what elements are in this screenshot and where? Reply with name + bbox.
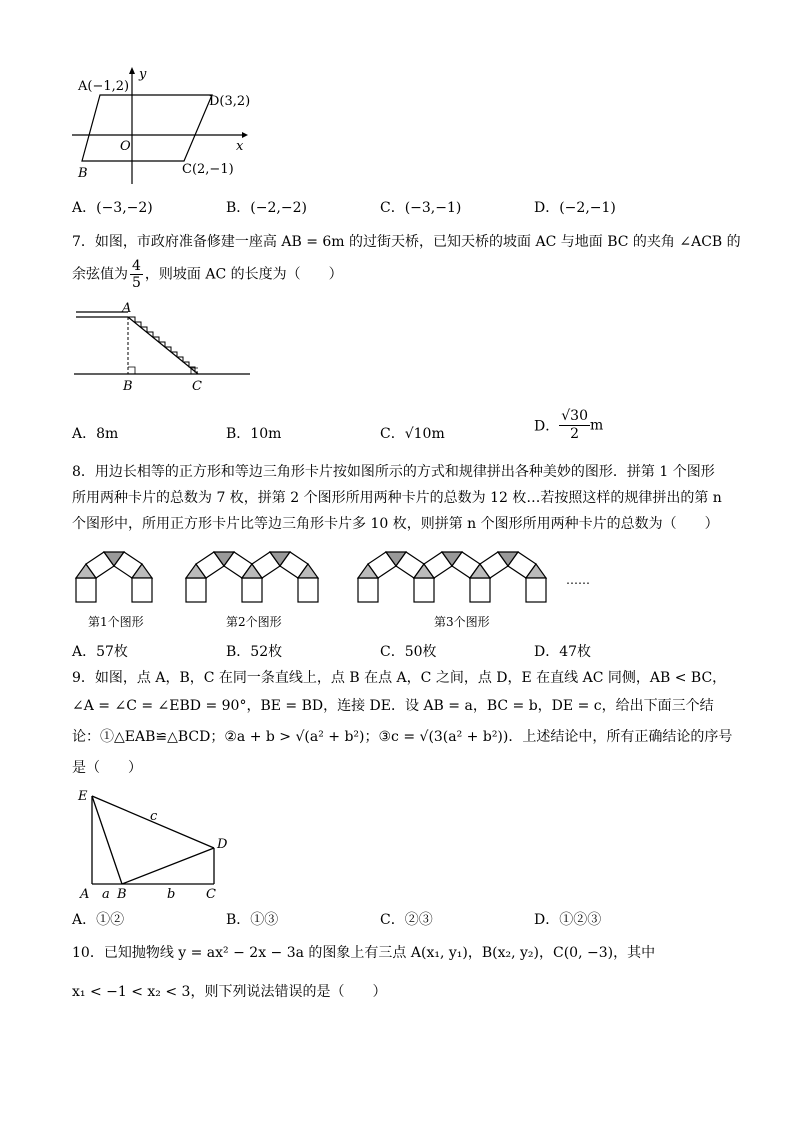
q7-stem-line2 xyxy=(72,258,343,291)
q10-stem-line1: 10．已知抛物线 y = ax² − 2x − 3a 的图象上有三点 A(x₁, y₁)，B(x₂, y₂)，C(0, −3)，其中 xyxy=(72,945,656,961)
right-angle-b xyxy=(128,367,135,374)
q7-fraction xyxy=(130,258,143,291)
q7-option-a[interactable]: A．8m xyxy=(72,426,119,442)
label-b: B xyxy=(78,166,88,181)
q9-label-c: C xyxy=(206,887,216,902)
q9-stem-line4: 是（ ） xyxy=(72,760,142,776)
q6-figure xyxy=(72,62,252,187)
q7-stem-post: ，则坡面 AC 的长度为（ ） xyxy=(144,266,343,283)
q9-label-b-length: b xyxy=(167,887,176,902)
q9-stem-line1: 9．如图，点 A，B，C 在同一条直线上，点 B 在点 A，C 之间，点 D，E 在直线 AC 同侧，AB < BC， xyxy=(72,670,727,686)
q7-stem-line1: 7．如图，市政府准备修建一座高 AB = 6m 的过街天桥，已知天桥的坡面 AC 与地面 BC 的夹角 ∠ACB 的 xyxy=(72,234,741,250)
q7-option-d-prefix: D． xyxy=(534,418,560,435)
q10-stem-line2: x₁ < −1 < x₂ < 3，则下列说法错误的是（ ） xyxy=(72,984,387,1000)
label-a: A(−1,2) xyxy=(78,79,130,94)
pattern-ellipsis: …… xyxy=(566,573,590,587)
q7-option-d[interactable] xyxy=(534,408,603,443)
pattern-figure-1 xyxy=(76,552,152,602)
q9-stem-line3: 论：①△EAB≌△BCD；②a + b > √(a² + b²)；③c = √(3(a² + b²))．上述结论中，所有正确结论的序号 xyxy=(72,729,733,745)
q7-fraction-num: 4 xyxy=(132,258,141,274)
q7-option-d-unit: m xyxy=(589,417,604,434)
q6-option-c[interactable]: C．(−3,−1) xyxy=(380,200,462,216)
q8-stem-line3: 个图形中，所用正方形卡片比等边三角形卡片多 10 枚，则拼第 n 个图形所用两种卡片的总数为（ ） xyxy=(72,516,719,532)
pattern-figure-2 xyxy=(186,552,318,602)
q6-option-d[interactable]: D．(−2,−1) xyxy=(534,200,616,216)
q7-option-d-den: 2 xyxy=(570,426,580,442)
q7-option-d-fraction xyxy=(559,408,590,443)
q9-stem-line2: ∠A = ∠C = ∠EBD = 90°，BE = BD，连接 DE．设 AB = a，BC = b，DE = c，给出下面三个结 xyxy=(72,698,714,714)
q7-label-b: B xyxy=(123,379,133,394)
y-axis-arrow xyxy=(129,67,135,74)
q8-stem-line2: 所用两种卡片的总数为 7 枚，拼第 2 个图形所用两种卡片的总数为 12 枚…若按照这样的规律拼出的第 n xyxy=(72,490,722,506)
q7-option-b[interactable]: B．10m xyxy=(226,426,282,442)
q9-label-b: B xyxy=(117,887,127,902)
q8-option-c[interactable]: C．50枚 xyxy=(380,644,437,660)
q7-label-c: C xyxy=(192,379,202,394)
q8-option-b[interactable]: B．52枚 xyxy=(226,644,283,660)
parallelogram-abcd xyxy=(82,95,212,161)
q7-fraction-den: 5 xyxy=(132,275,141,291)
label-d: D(3,2) xyxy=(209,94,251,109)
q7-option-d-num: √30 xyxy=(561,408,588,424)
q6-option-b[interactable]: B．(−2,−2) xyxy=(226,200,307,216)
q8-figure xyxy=(72,546,602,636)
q9-option-b[interactable]: B．①③ xyxy=(226,912,279,928)
segment-bd xyxy=(122,848,214,884)
segment-eb xyxy=(92,796,122,884)
caption-figure-1: 第1个图形 xyxy=(88,615,144,629)
q8-option-a[interactable]: A．57枚 xyxy=(72,644,128,660)
q9-label-d: D xyxy=(217,837,228,852)
q9-option-d[interactable]: D．①②③ xyxy=(534,912,602,928)
q9-option-a[interactable]: A．①② xyxy=(72,912,125,928)
label-c: C(2,−1) xyxy=(182,162,234,177)
q9-option-c[interactable]: C．②③ xyxy=(380,912,433,928)
x-axis-arrow xyxy=(242,132,248,138)
q9-label-e: E xyxy=(78,789,88,804)
q8-stem-line1: 8．用边长相等的正方形和等边三角形卡片按如图所示的方式和规律拼出各种美妙的图形．拼第 1 个图形 xyxy=(72,464,715,480)
q7-stem-pre: 余弦值为 xyxy=(72,266,128,283)
y-axis-label: y xyxy=(139,67,147,82)
origin-label: O xyxy=(120,139,131,154)
q6-option-a[interactable]: A．(−3,−2) xyxy=(72,200,153,216)
caption-figure-3: 第3个图形 xyxy=(434,615,490,629)
q9-label-a-length: a xyxy=(102,887,110,902)
pattern-figure-3 xyxy=(358,552,546,602)
slope-ac xyxy=(128,317,198,374)
q7-figure xyxy=(72,298,252,398)
q7-option-c[interactable]: C．√10m xyxy=(380,426,445,442)
q8-option-d[interactable]: D．47枚 xyxy=(534,644,592,660)
x-axis-label: x xyxy=(236,139,244,154)
caption-figure-2: 第2个图形 xyxy=(226,615,282,629)
q9-figure xyxy=(72,784,242,902)
q7-label-a: A xyxy=(122,301,132,316)
q9-label-a: A xyxy=(80,887,90,902)
q9-label-c-length: c xyxy=(150,809,158,824)
